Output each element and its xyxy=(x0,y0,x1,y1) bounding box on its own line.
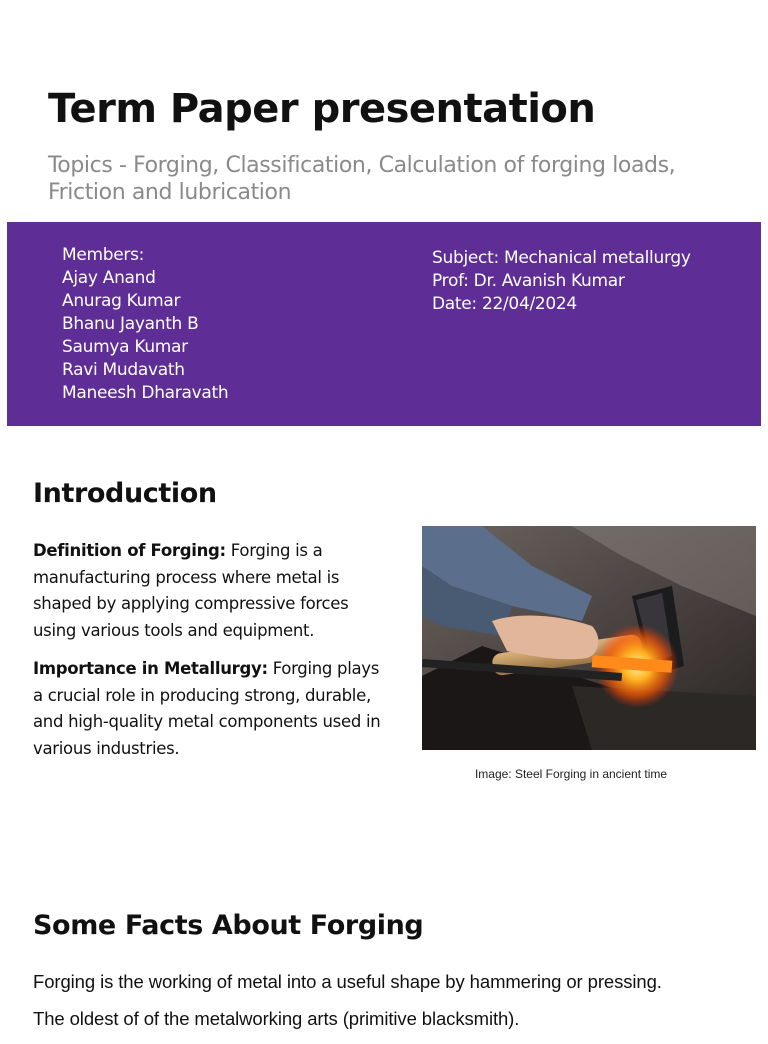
definition-label: Definition of Forging: xyxy=(33,541,226,560)
importance-text: Forging plays a crucial role in producing strong, durable, and high-quality metal components used in various industries. xyxy=(33,659,381,758)
page-title: Term Paper presentation xyxy=(48,86,596,132)
member-name: Bhanu Jayanth B xyxy=(62,314,199,334)
members-heading: Members: xyxy=(62,245,145,265)
fact-item: The oldest of of the metalworking arts (primitive blacksmith). xyxy=(33,1008,520,1029)
member-name: Ajay Anand xyxy=(62,268,156,288)
professor-line: Prof: Dr. Avanish Kumar xyxy=(432,271,625,291)
importance-paragraph xyxy=(33,656,393,762)
importance-label: Importance in Metallurgy: xyxy=(33,659,268,678)
date-line: Date: 22/04/2024 xyxy=(432,294,577,314)
introduction-body xyxy=(33,538,393,774)
subject-line: Subject: Mechanical metallurgy xyxy=(432,248,691,268)
image-caption: Image: Steel Forging in ancient time xyxy=(474,767,668,781)
member-name: Anurag Kumar xyxy=(62,291,181,311)
facts-list xyxy=(33,970,753,1044)
forging-photo xyxy=(422,526,756,750)
fact-item: Forging is the working of metal into a useful shape by hammering or pressing. xyxy=(33,971,662,992)
member-name: Saumya Kumar xyxy=(62,337,188,357)
definition-paragraph xyxy=(33,538,393,644)
members-list xyxy=(62,244,228,405)
facts-heading: Some Facts About Forging xyxy=(33,910,424,941)
course-info xyxy=(432,247,691,316)
member-name: Ravi Mudavath xyxy=(62,360,185,380)
page-subtitle: Topics - Forging, Classification, Calculation of forging loads, Friction and lubrication xyxy=(48,153,676,205)
definition-text: Forging is a manufacturing process where metal is shaped by applying compressive forces using various tools and equipment. xyxy=(33,541,349,640)
member-name: Maneesh Dharavath xyxy=(62,383,229,403)
introduction-heading: Introduction xyxy=(33,478,217,509)
